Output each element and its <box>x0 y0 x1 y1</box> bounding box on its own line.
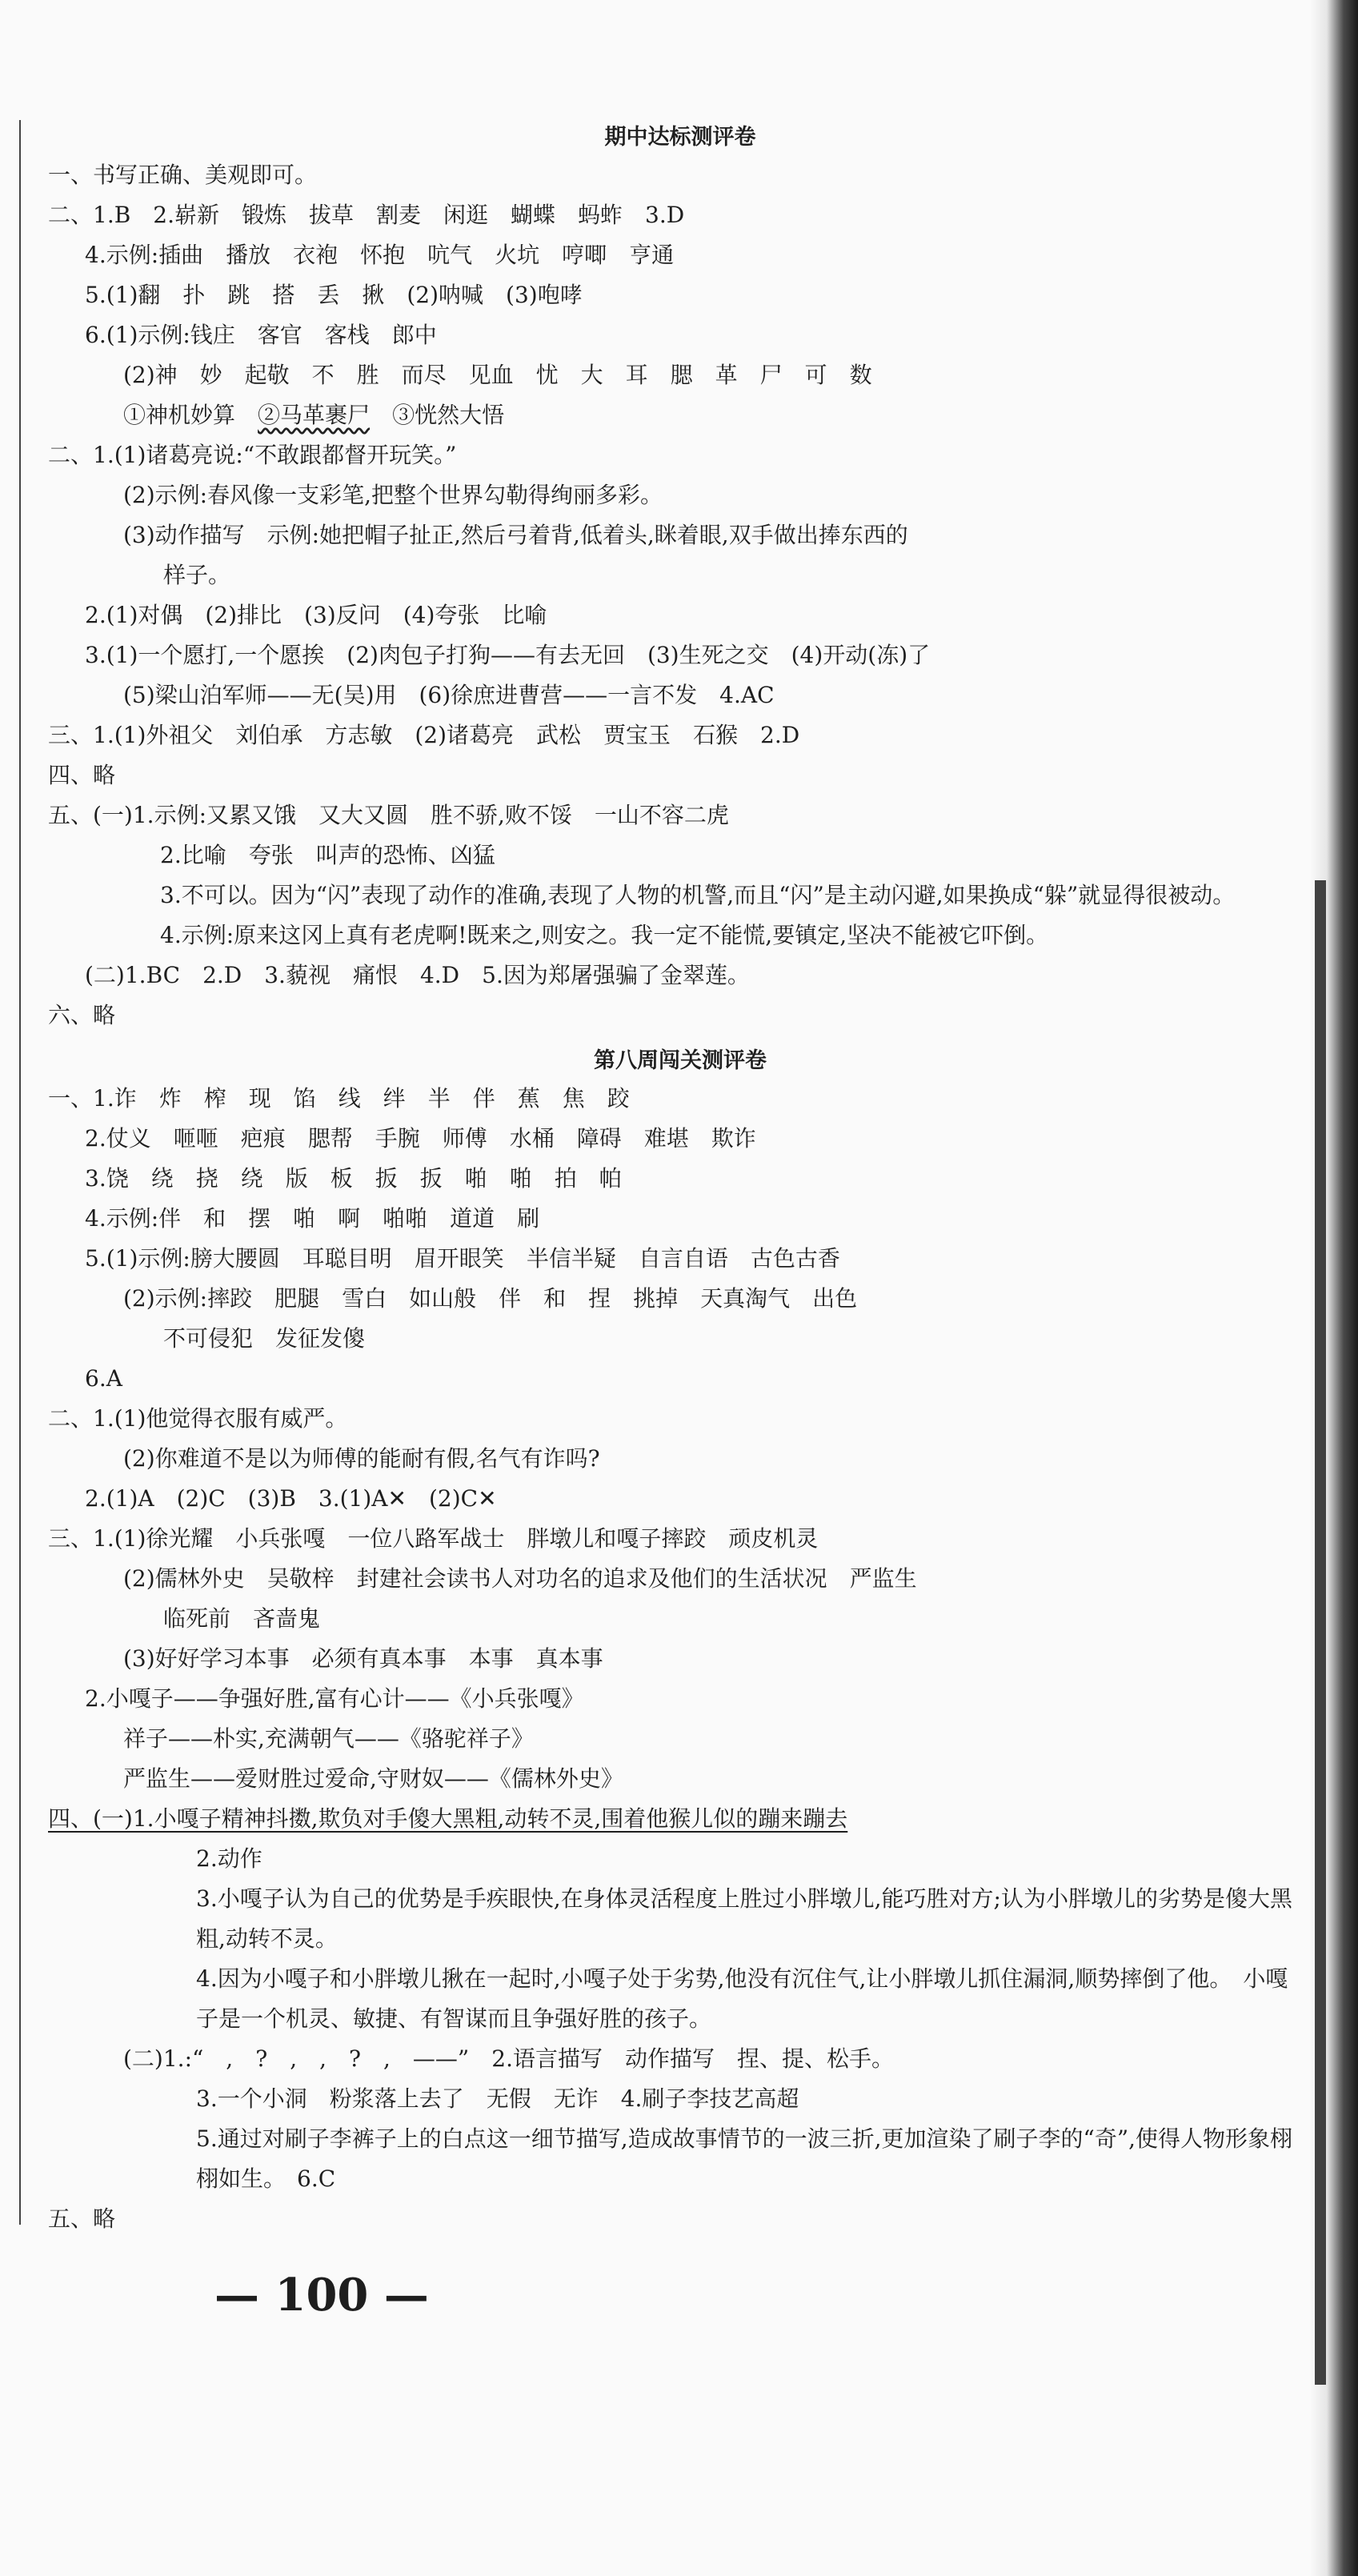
left-margin-rule <box>19 120 21 2225</box>
content <box>48 120 1312 2239</box>
answer-line: 4.示例:插曲 播放 衣袍 怀抱 吭气 火坑 哼唧 亨通 <box>85 242 675 268</box>
answer-line: 五、略 <box>48 2205 116 2232</box>
answer-line: (3)好好学习本事 必须有真本事 本事 真本事 <box>123 1645 603 1672</box>
answer-line: 一、1.诈 炸 榨 现 馅 线 绊 半 伴 蕉 焦 跤 <box>48 1085 630 1112</box>
answer-line: 不可侵犯 发征发傻 <box>163 1325 366 1352</box>
answer-line: 5.(1)翻 扑 跳 搭 丢 揪 (2)呐喊 (3)咆哮 <box>85 282 583 308</box>
answer-line: 三、1.(1)徐光耀 小兵张嘎 一位八路军战士 胖墩儿和嘎子摔跤 顽皮机灵 <box>48 1525 819 1552</box>
answer-line: 3.一个小洞 粉浆落上去了 无假 无诈 4.刷子李技艺高超 <box>196 2085 799 2112</box>
answer-line: 6.A <box>85 1365 122 1392</box>
answer-line: 三、1.(1)外祖父 刘伯承 方志敏 (2)诸葛亮 武松 贾宝玉 石猴 2.D <box>48 722 800 748</box>
answer-line: 2.小嘎子——争强好胜,富有心计——《小兵张嘎》 <box>85 1685 584 1712</box>
answer-line: 2.比喻 夸张 叫声的恐怖、凶猛 <box>160 842 495 868</box>
page-number: — 100 — <box>214 2269 429 2322</box>
answer-line: (2)示例:春风像一支彩笔,把整个世界勾勒得绚丽多彩。 <box>123 482 663 508</box>
answer-line: (2)你难道不是以为师傅的能耐有假,名气有诈吗? <box>123 1445 600 1472</box>
answer-paragraph: 3.不可以。因为“闪”表现了动作的准确,表现了人物的机警,而且“闪”是主动闪避,如果换成“躲”就显得很被动。 <box>160 882 1236 908</box>
answer-line: 6.(1)示例:钱庄 客官 客栈 郎中 <box>85 322 437 348</box>
answer-paragraph: 4.因为小嘎子和小胖墩儿揪在一起时,小嘎子处于劣势,他没有沉住气,让小胖墩儿抓住漏洞,顺势摔倒了他。 小嘎子是一个机灵、敏捷、有智谋而且争强好胜的孩子。 <box>196 1965 1288 2032</box>
section-title-week8: 第八周闯关测评卷 <box>594 1048 767 1073</box>
answer-line: 二、1.B 2.崭新 锻炼 拔草 割麦 闲逛 蝴蝶 蚂蚱 3.D <box>48 202 685 228</box>
answer-line: (2)儒林外史 吴敬梓 封建社会读书人对功名的追求及他们的生活状况 严监生 <box>123 1565 917 1592</box>
answer-line: 六、略 <box>48 1002 116 1028</box>
answer-line: 3.(1)一个愿打,一个愿挨 (2)肉包子打狗——有去无回 (3)生死之交 (4)开动(冻)了 <box>85 642 931 668</box>
answer-line: 二、1.(1)他觉得衣服有威严。 <box>48 1405 348 1432</box>
section-title-midterm: 期中达标测评卷 <box>604 125 756 150</box>
answer-paragraph: 4.示例:原来这冈上真有老虎啊!既来之,则安之。我一定不能慌,要镇定,坚决不能被它吓倒。 <box>160 922 1049 948</box>
answer-line: 一、书写正确、美观即可。 <box>48 162 318 188</box>
answer-paragraph: 5.通过对刷子李裤子上的白点这一细节描写,造成故事情节的一波三折,更加渲染了刷子李的“奇”,使得人物形象栩栩如生。 6.C <box>196 2125 1293 2192</box>
answer-line: (3)动作描写 示例:她把帽子扯正,然后弓着背,低着头,眯着眼,双手做出捧东西的 <box>123 522 908 548</box>
answer-line-underlined: 四、(一)1.小嘎子精神抖擞,欺负对手傻大黑粗,动转不灵,围着他猴儿似的蹦来蹦去 <box>48 1805 848 1832</box>
answer-line: 3.饶 绕 挠 绕 版 板 扳 扳 啪 啪 拍 帕 <box>85 1165 622 1192</box>
answer-line: 严监生——爱财胜过爱命,守财奴——《儒林外史》 <box>123 1765 623 1792</box>
idiom-line <box>48 395 1312 435</box>
answer-line: (5)梁山泊军师——无(吴)用 (6)徐庶进曹营——一言不发 4.AC <box>123 682 775 708</box>
answer-line: 四、略 <box>48 762 116 788</box>
answer-line: 五、(一)1.示例:又累又饿 又大又圆 胜不骄,败不馁 一山不容二虎 <box>48 802 729 828</box>
answer-line: (二)1.:“ , ? , , ? , ——” 2.语言描写 动作描写 捏、提、松手。 <box>123 2045 894 2072</box>
answer-paragraph: 3.小嘎子认为自己的优势是手疾眼快,在身体灵活程度上胜过小胖墩儿,能巧胜对方;认为小胖墩儿的劣势是傻大黑粗,动转不灵。 <box>196 1885 1292 1952</box>
idiom-answer: ①神机妙算 <box>123 402 236 428</box>
answer-line: (2)示例:摔跤 肥腿 雪白 如山般 伴 和 捏 挑掉 天真淘气 出色 <box>123 1285 858 1312</box>
answer-line: 二、1.(1)诸葛亮说:“不敢跟都督开玩笑。” <box>48 442 457 468</box>
answer-line: 2.(1)对偶 (2)排比 (3)反问 (4)夸张 比喻 <box>85 602 547 628</box>
idiom-answer-underlined: ②马革裹尸 <box>258 402 371 428</box>
idiom-answer: ③恍然大悟 <box>392 402 505 428</box>
answer-line: 祥子——朴实,充满朝气——《骆驼祥子》 <box>123 1725 534 1752</box>
answer-line: (2)神 妙 起敬 不 胜 而尽 见血 忧 大 耳 腮 革 尸 可 数 <box>123 362 872 388</box>
answer-line: 4.示例:伴 和 摆 啪 啊 啪啪 道道 刷 <box>85 1205 540 1232</box>
answer-line: (二)1.BC 2.D 3.藐视 痛恨 4.D 5.因为郑屠强骗了金翠莲。 <box>85 962 750 988</box>
answer-line: 2.仗义 咂咂 疤痕 腮帮 手腕 师傅 水桶 障碍 难堪 欺诈 <box>85 1125 756 1152</box>
answer-line: 2.(1)A (2)C (3)B 3.(1)A✕ (2)C✕ <box>85 1485 497 1512</box>
answer-line: 2.动作 <box>196 1845 262 1872</box>
answer-line: 临死前 吝啬鬼 <box>163 1605 321 1632</box>
answer-line: 5.(1)示例:膀大腰圆 耳聪目明 眉开眼笑 半信半疑 自言自语 古色古香 <box>85 1245 840 1272</box>
answer-line: 样子。 <box>163 562 231 588</box>
binding-edge <box>1315 880 1326 2385</box>
